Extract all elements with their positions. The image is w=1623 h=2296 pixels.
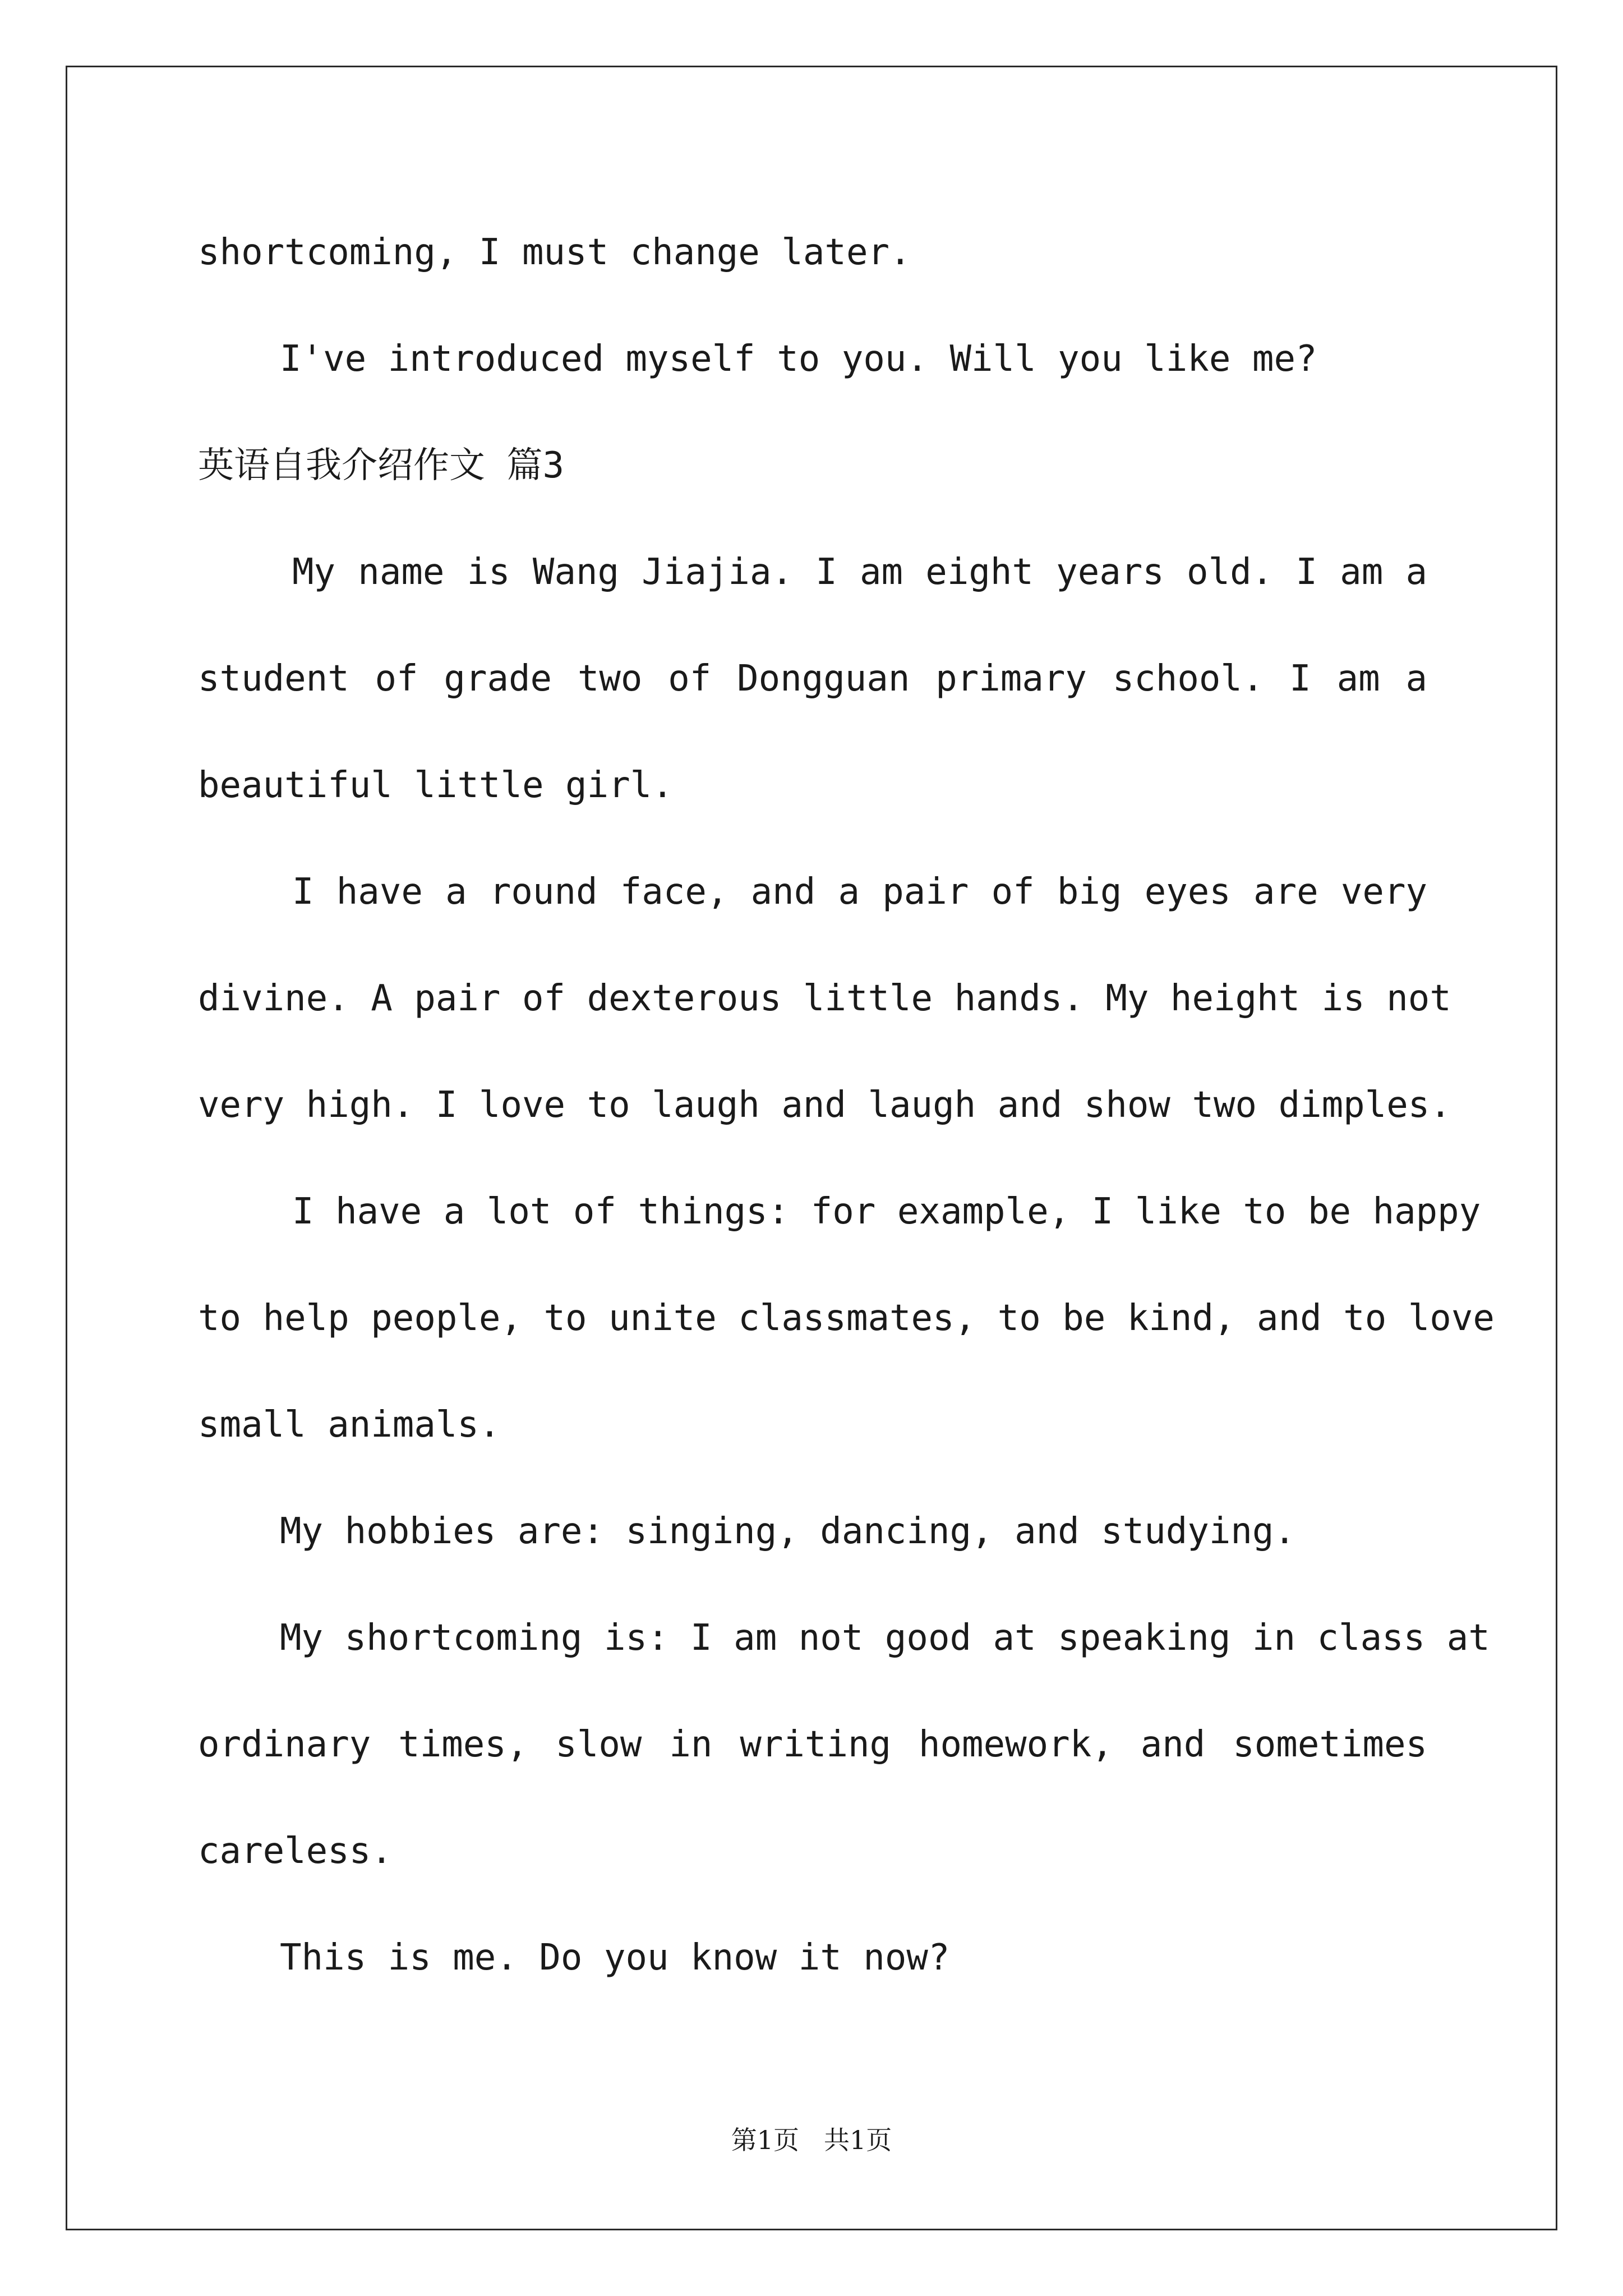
paragraph-line: student of grade two of Dongguan primary school. I am a	[198, 658, 1427, 700]
paragraph-line: I have a round face, and a pair of big eyes are very	[292, 871, 1427, 913]
paragraph-line: ordinary times, slow in writing homework, and sometimes	[198, 1724, 1427, 1765]
paragraph-line: divine. A pair of dexterous little hands. My height is not	[198, 978, 1451, 1019]
page-border	[66, 66, 1557, 2230]
paragraph-line: This is me. Do you know it now?	[280, 1937, 950, 1978]
paragraph-line: My name is Wang Jiajia. I am eight years old. I am a	[292, 551, 1427, 593]
footer-spacer	[799, 2125, 824, 2155]
paragraph-line: I have a lot of things: for example, I like to be happy	[292, 1191, 1481, 1232]
paragraph-line: very high. I love to laugh and laugh and show two dimples.	[198, 1084, 1451, 1126]
page-number-total: 共1页	[823, 2125, 892, 2155]
paragraph-line: beautiful little girl.	[198, 765, 674, 806]
paragraph-line: to help people, to unite classmates, to be kind, and to love	[198, 1297, 1495, 1339]
paragraph-line: My hobbies are: singing, dancing, and studying.	[280, 1511, 1295, 1552]
paragraph-line: small animals.	[198, 1404, 501, 1446]
paragraph-line: careless.	[198, 1830, 393, 1872]
paragraph-line: My shortcoming is: I am not good at speaking in class at	[280, 1617, 1490, 1659]
section-heading: 英语自我介绍作文 篇3	[198, 445, 565, 486]
paragraph-line: I've introduced myself to you. Will you like me?	[280, 338, 1317, 380]
page-footer	[0, 2123, 1623, 2157]
page-number-current: 第1页	[731, 2125, 800, 2155]
paragraph-line: shortcoming, I must change later.	[198, 232, 911, 273]
